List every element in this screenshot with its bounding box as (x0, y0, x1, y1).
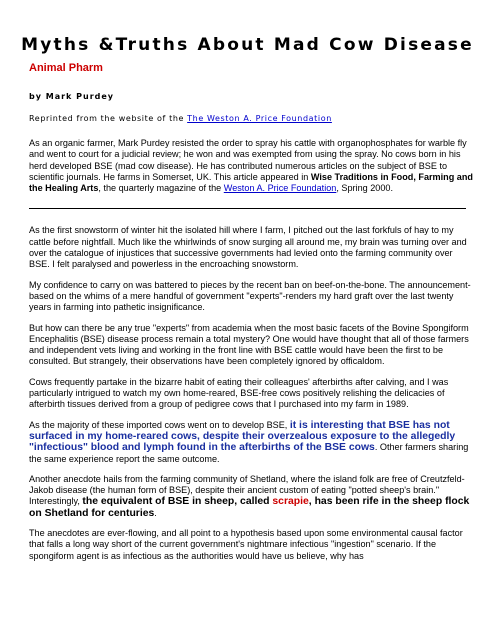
intro-end: , Spring 2000. (336, 183, 393, 194)
article-title: Myths &Truths About Mad Cow Disease (21, 35, 474, 55)
intro-mid: , the quarterly magazine of the (98, 183, 224, 194)
scrapie-term: scrapie (272, 496, 309, 508)
weston-price-link[interactable]: The Weston A. Price Foundation (187, 114, 332, 123)
body-paragraph-bse-afterbirth (29, 420, 473, 465)
reprint-note (29, 114, 495, 123)
para5-end: . Other farmers sharing the same experience report the same outcome. (29, 442, 469, 464)
intro-text: As an organic farmer, Mark Purdey resisted the order to spray his cattle with organophosphates for warble fly and went to court for a judicial review; he won and was exempted from using the spray. No cows born in his herd developed BSE (mad cow disease). He has contributed numerous articles on the subject of BSE to scientific journals. He farms in Somerset, UK. This article appeared in (29, 138, 467, 182)
bold-statement: the equivalent of BSE in sheep, called (82, 496, 273, 508)
body-paragraph: As the first snowstorm of winter hit the isolated hill where I farm, I pitched out the last forkfuls of hay to my cattle before nightfall. Much like the whirlwinds of snow surging all around me, my brain was turning over and over the catalogue of injustices that successive governments had levied onto the farming community over BSE. I felt paralysed and powerless in the encroaching snowstorm. (29, 225, 467, 270)
body-paragraph: But how can there be any true "experts" from academia when the most basic facets of the Bovine Spongiform Encephalitis (BSE) disease process remain a total mystery? One would have thought that all of those farmers and independent vets living and working in the front line with BSE cattle would have been the first to be consulted. But strangely, their observations have been completely ignored by officaldom. (29, 322, 469, 367)
reprint-prefix: Reprinted from the website of the (29, 114, 188, 123)
highlighted-finding: it is interesting that BSE has not surfaced in my home-reared cows, despite their overzealous exposure to the allegedly "infectious" blood and lymph found in the afterbirths of the BSE cows (29, 419, 456, 454)
body-paragraph: Cows frequently partake in the bizarre habit of eating their colleagues' afterbirths after calving, and I was particularly intrigued to watch my own home-reared, BSE-free cows positively relishing the delicacies of afterbirth tissues derived from a group of pedigree cows that I purchased into my farm in 1989. (29, 376, 449, 410)
magazine-name: Wise Traditions in Food, Farming and the Healing Arts (29, 171, 473, 194)
section-divider (29, 208, 466, 209)
body-paragraph-shetland (29, 474, 473, 519)
intro-paragraph (29, 138, 473, 194)
byline: by Mark Purdey (29, 92, 115, 101)
weston-price-foundation-link[interactable]: Weston A. Price Foundation (223, 183, 337, 194)
article-subtitle: Animal Pharm (29, 62, 103, 74)
body-paragraph: The anecdotes are ever-flowing, and all point to a hypothesis based upon some environmental causal factor that falls a long way short of the current government's nightmare infectious "ingestion" scenario. If the spongiform agent is as infectious as the authorities would have us believe, why has (29, 528, 463, 561)
bold-statement-end: , has been rife in the sheep flock on Shetland for centuries (29, 496, 470, 519)
body-paragraph: My confidence to carry on was battered to pieces by the recent ban on beef-on-the-bone. The announcement-based on the whims of a mere handful of government "experts"-renders my hard graft over the last twenty years in farming into pathetic insignificance. (29, 279, 471, 313)
para5-text: As the majority of these imported cows went on to develop BSE, (29, 419, 290, 430)
para6-text: Another anecdote hails from the farming community of Shetland, where the island folk are free of Creutzfeld-Jakob disease (the human form of BSE), despite their ancient custom of eating "potted sheep's brain." Interestingly, (29, 473, 465, 507)
para6-end: . (154, 507, 157, 518)
